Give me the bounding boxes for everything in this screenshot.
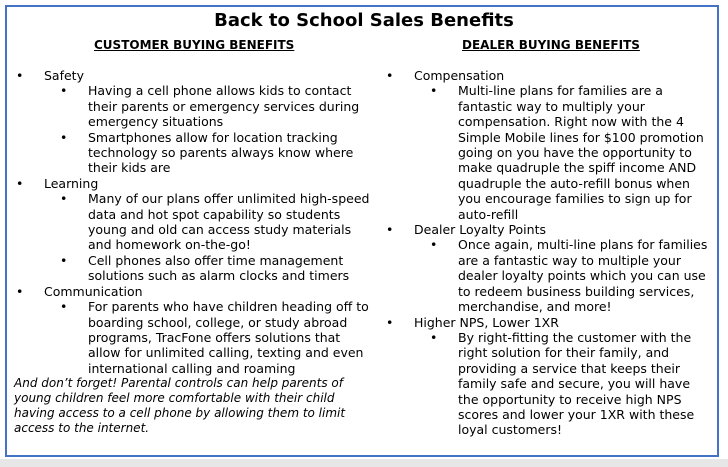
section-label: Communication	[44, 283, 143, 299]
bullet-icon: •	[60, 191, 68, 207]
list-item-text: Smartphones allow for location tracking technology so parents always know where their kids are	[88, 129, 354, 176]
bullet-icon: •	[386, 314, 394, 330]
list-item	[384, 330, 714, 438]
customer-benefits-column	[14, 68, 374, 436]
customer-section-learning	[14, 176, 374, 191]
bullet-icon: •	[60, 83, 68, 99]
list-item-text: Once again, multi-line plans for families are a fantastic way to multiple your dealer loyalty points which you can use to redeem business building services, merchandise, and more!	[458, 237, 708, 315]
bullet-icon: •	[430, 83, 438, 99]
dealer-benefits-heading: DEALER BUYING BENEFITS	[462, 38, 640, 52]
page-title: Back to School Sales Benefits	[214, 10, 514, 31]
dealer-section-nps	[384, 315, 714, 330]
dealer-section-compensation	[384, 68, 714, 83]
section-label: Higher NPS, Lower 1XR	[414, 314, 559, 330]
page-bottom-divider	[0, 459, 728, 467]
dealer-benefits-column	[384, 68, 714, 438]
closing-note: And don’t forget! Parental controls can help parents of young children feel more comfortable with their child having access to a cell phone by allowing them to limit access to the internet.	[14, 376, 346, 436]
list-item	[14, 299, 374, 376]
bullet-icon: •	[60, 129, 68, 145]
list-item-text: Multi-line plans for families are a fantastic way to multiply your compensation. Right now with the 4 Simple Mobile lines for $100 promotion going on you have the opportunity to make quadruple the spiff income AND quadruple the auto-refill bonus when you encourage families to sign up for auto-refill	[458, 83, 704, 222]
list-item-text: For parents who have children heading off to boarding school, college, or study abroad programs, TracFone offers solutions that allow for unlimited calling, texting and even international calling and roaming	[88, 299, 369, 376]
bullet-icon: •	[16, 175, 24, 191]
list-item-text: Having a cell phone allows kids to contact their parents or emergency services during emergency situations	[88, 83, 360, 130]
list-item-text: Cell phones also offer time management solutions such as alarm clocks and timers	[88, 252, 350, 284]
bullet-icon: •	[430, 237, 438, 253]
list-item	[14, 253, 374, 284]
list-item	[14, 130, 374, 176]
customer-benefits-heading: CUSTOMER BUYING BENEFITS	[94, 38, 295, 52]
bullet-icon: •	[60, 299, 68, 315]
bullet-icon: •	[16, 283, 24, 299]
list-item-text: By right-fitting the customer with the right solution for their family, and providing a service that keeps their family safe and secure, you will have the opportunity to receive high NPS scores and lower your 1XR with these loyal customers!	[458, 329, 695, 438]
bullet-icon: •	[386, 68, 394, 83]
list-item-text: Many of our plans offer unlimited high-speed data and hot spot capability so students young and old can access study materials and homework on-the-go!	[88, 191, 370, 253]
section-label: Compensation	[414, 68, 505, 83]
list-item	[384, 237, 714, 314]
list-item	[384, 83, 714, 222]
dealer-section-loyalty-points	[384, 222, 714, 237]
bullet-icon: •	[60, 252, 68, 268]
section-label: Dealer Loyalty Points	[414, 222, 546, 238]
list-item	[14, 191, 374, 253]
list-item	[14, 83, 374, 129]
customer-section-communication	[14, 284, 374, 299]
customer-section-safety	[14, 68, 374, 83]
section-label: Learning	[44, 175, 99, 191]
bullet-icon: •	[16, 68, 24, 83]
section-label: Safety	[44, 68, 84, 83]
bullet-icon: •	[430, 329, 438, 345]
bullet-icon: •	[386, 222, 394, 238]
